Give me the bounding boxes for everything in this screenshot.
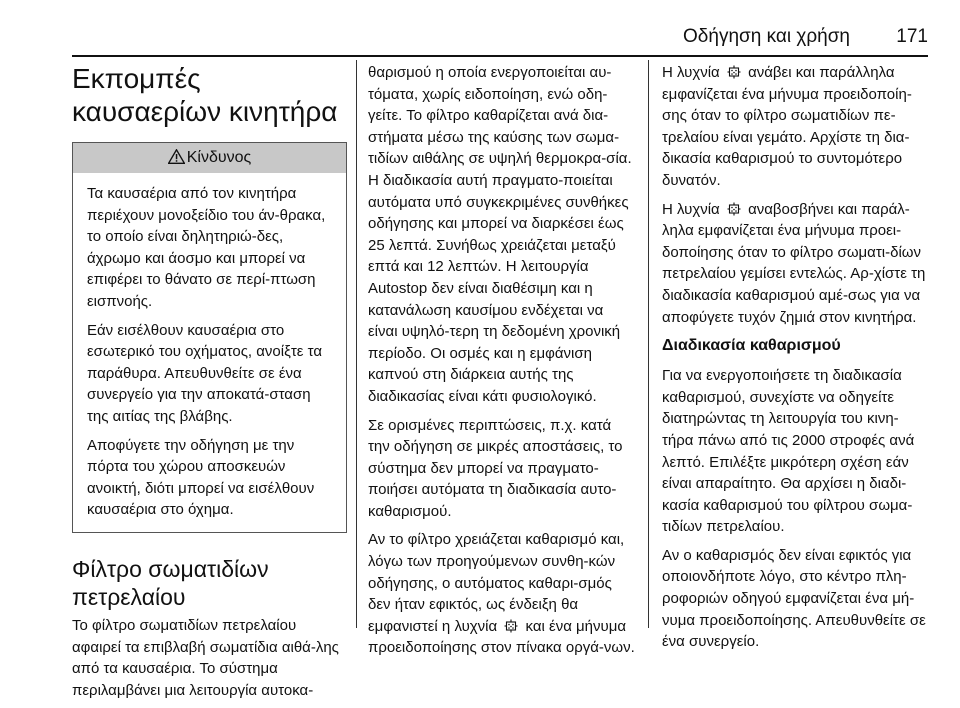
column-3 <box>662 62 930 660</box>
body-paragraph <box>662 62 930 192</box>
danger-paragraph: Αποφύγετε την οδήγηση με την πόρτα του χώρου αποσκευών ανοικτή, διότι μπορεί να εισέλθουν καυσαέρια στο όχημα. <box>87 436 315 519</box>
subheading-cleaning-procedure: Διαδικασία καθαρισμού <box>662 337 841 355</box>
column-divider <box>648 60 649 628</box>
section-title-dpf: Φίλτρο σωματιδίων πετρελαίου <box>72 555 269 610</box>
text-run: Η λυχνία <box>662 200 720 218</box>
column-2 <box>368 62 636 666</box>
text-run: και ένα μήνυμα προειδοποίησης στον πίνακα οργά-νων. <box>368 617 635 657</box>
text-run: αναβοσβήνει και παράλ-ληλα εμφανίζεται ένα μήνυμα προει-δοποίησης όταν το φίλτρο σωματι-δίων πετρελαίου γεμίσει εντελώς. Αρ-χίστε τη διαδικασία καθαρισμού αμέ-σως για να αποφύγετε τυχόν ζημιά στον κινητήρα. <box>662 200 926 326</box>
body-paragraph <box>368 529 636 659</box>
danger-label: Κίνδυνος <box>186 149 252 166</box>
body-paragraph: θαρισμού η οποία ενεργοποιείται αυ-τόματα, χωρίς ειδοποίηση, ενώ οδη-γείτε. Το φίλτρο καθαρίζεται ανά δια-στήματα μέσω της καύσης των σωμα-τιδίων αιθάλης σε υψηλή θερμοκρα-σία. Η διαδικασία αυτή πραγματο-ποιείται αυτόματα υπό συγκεκριμένες συνθήκες οδήγησης και μπορεί να διαρκέσει έως 25 λεπτά. Συνήθως χρειάζεται μεταξύ επτά και 12 λεπτών. Η λειτουργία Autostop δεν είναι διαθέσιμη και η κατανάλωση καυσίμου ενδέχεται να είναι υψηλό-τερη τη δεδομένη χρονική περίοδο. Οι οσμές και η εμφάνιση καπνού στη διάρκεια αυτής της διαδικασίας είναι κάτι φυσιολογικό. <box>368 64 632 405</box>
body-paragraph: Για να ενεργοποιήσετε τη διαδικασία καθαρισμού, συνεχίστε να οδηγείτε διατηρώντας τη λειτουργία του κινη-τήρα πάνω από τις 2000 στροφές ανά λεπτό. Επιλέξτε μικρότερη σχέση εάν είναι απαραίτητο. Θα αρχίσει η διαδι-κασία καθαρισμού του φίλτρου σωμα-τιδίων πετρελαίου. <box>662 367 915 536</box>
body-paragraph: Σε ορισμένες περιπτώσεις, π.χ. κατά την οδήγηση σε μικρές αποστάσεις, το σύστημα δεν μπορεί να πραγματο-ποιήσει αυτόματα τη διαδικασία αυτο-καθαρισμού. <box>368 416 623 520</box>
body-paragraph: Αν ο καθαρισμός δεν είναι εφικτός για οποιονδήποτε λόγο, στο κέντρο πλη-ροφοριών οδηγού εμφανίζεται ένα μή-νυμα προειδοποίησης. Απευθυνθείτε σε ένα συνεργείο. <box>662 546 926 651</box>
column-divider <box>356 60 357 628</box>
body-paragraph: Το φίλτρο σωματιδίων πετρελαίου αφαιρεί τα επιβλαβή σωματίδια αιθά-λης από τα καυσαέρια. Το σύστημα περιλαμβάνει μια λειτουργία αυτοκα- <box>72 616 339 699</box>
diesel-particulate-filter-lamp-icon <box>727 64 741 78</box>
page-number: 171 <box>896 26 928 47</box>
text-run: Αν το φίλτρο χρειάζεται καθαρισμό και, λόγω των προηγούμενων συνθη-κών οδήγησης, ο αυτόματος καθαρι-σμός δεν ήταν εφικτός, ως ένδειξη θα εμφανιστεί η λυχνία <box>368 531 625 635</box>
danger-paragraph: Εάν εισέλθουν καυσαέρια στο εσωτερικό του οχήματος, ανοίξτε τα παράθυρα. Απευθυνθείτε σε ένα συνεργείο για την αποκατά-σταση της αιτίας της βλάβης. <box>87 321 322 425</box>
body-paragraph <box>662 199 930 329</box>
header-title: Οδήγηση και χρήση <box>683 26 850 47</box>
danger-box-body <box>73 173 346 532</box>
diesel-particulate-filter-lamp-icon <box>504 618 518 632</box>
column-1 <box>72 62 347 708</box>
diesel-particulate-filter-lamp-icon <box>727 201 741 215</box>
section-title-exhaust: Εκπομπές καυσαερίων κινητήρα <box>72 63 338 127</box>
text-run: Η λυχνία <box>662 64 720 81</box>
danger-box <box>72 142 347 533</box>
header-rule <box>72 55 928 57</box>
text-run: ανάβει και παράλληλα εμφανίζεται ένα μήνυμα προειδοποίη-σης όταν το φίλτρο σωματιδίων πε-τρελαίου είναι γεμάτο. Αρχίστε τη δια-δικασία καθαρισμού το συντομότερο δυνατόν. <box>662 64 912 189</box>
danger-paragraph: Τα καυσαέρια από τον κινητήρα περιέχουν μονοξείδιο του άν-θρακα, το οποίο είναι δηλητηριώ-δες, άχρωμο και άοσμο και μπορεί να επιφέρει το θάνατο σε περί-πτωση εισπνοής. <box>87 185 326 310</box>
warning-triangle-icon <box>168 145 185 175</box>
danger-box-header <box>73 143 346 173</box>
